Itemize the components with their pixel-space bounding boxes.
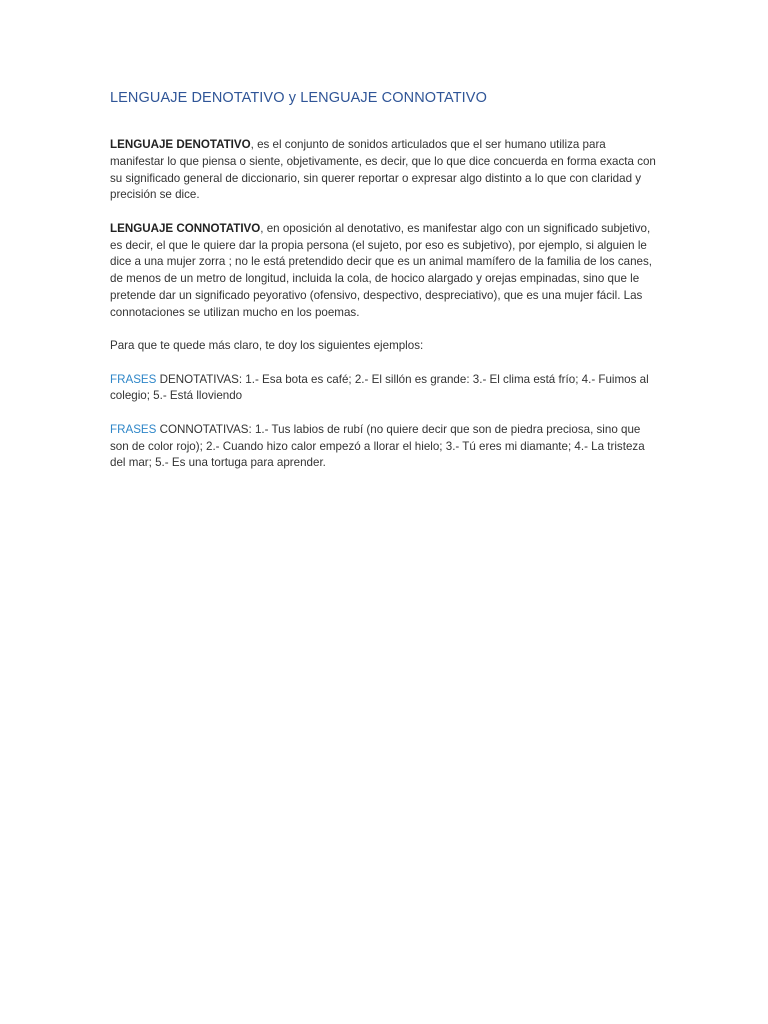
paragraph-frases-connotativas: [110, 422, 662, 472]
paragraph-denotativo: [110, 137, 662, 204]
definition-denotativo: , es el conjunto de sonidos articulados que el ser humano utiliza para manifestar lo que piensa o siente, objetivamente, es decir, que lo que dice concuerda en forma exacta con su significado general de diccionario, sin querer reportar o expresar algo distinto a lo que con claridad y precisión se dice.: [110, 138, 656, 202]
paragraph-frases-denotativas: [110, 372, 662, 406]
paragraph-connotativo: [110, 221, 662, 322]
frases-connotativas-text: CONNOTATIVAS: 1.- Tus labios de rubí (no quiere decir que son de piedra preciosa, sino que son de color rojo); 2.- Cuando hizo calor empezó a llorar el hielo; 3.- Tú eres mi diamante; 4.- La tristeza del mar; 5.- Es una tortuga para aprender.: [110, 422, 645, 470]
document-title: LENGUAJE DENOTATIVO y LENGUAJE CONNOTATIVO: [110, 90, 487, 106]
frases-denotativas-text: DENOTATIVAS: 1.- Esa bota es café; 2.- El sillón es grande: 3.- El clima está frío; 4.- Fuimos al colegio; 5.- Está lloviendo: [110, 372, 649, 403]
paragraph-intro-examples: Para que te quede más claro, te doy los siguientes ejemplos:: [110, 339, 424, 353]
frases-label-denotativas: FRASES: [110, 372, 157, 386]
term-denotativo: LENGUAJE DENOTATIVO: [110, 138, 251, 151]
document-content: [110, 88, 662, 489]
term-connotativo: LENGUAJE CONNOTATIVO: [110, 221, 261, 235]
frases-label-connotativas: FRASES: [110, 422, 157, 436]
definition-connotativo: , en oposición al denotativo, es manifestar algo con un significado subjetivo, es decir, el que le quiere dar la propia persona (el sujeto, por eso es subjetivo), por ejemplo, si alguien le dice a una mujer zorra ; no le está pretendido decir que es un animal mamífero de la familia de los canes, de menos de un metro de longitud, incluida la cola, de hocico alargado y orejas empinadas, sino que le pretende dar un significado peyorativo (ofensivo, despectivo, despreciativo), que es una mujer fácil. Las connotaciones se utilizan mucho en los poemas.: [110, 221, 652, 319]
